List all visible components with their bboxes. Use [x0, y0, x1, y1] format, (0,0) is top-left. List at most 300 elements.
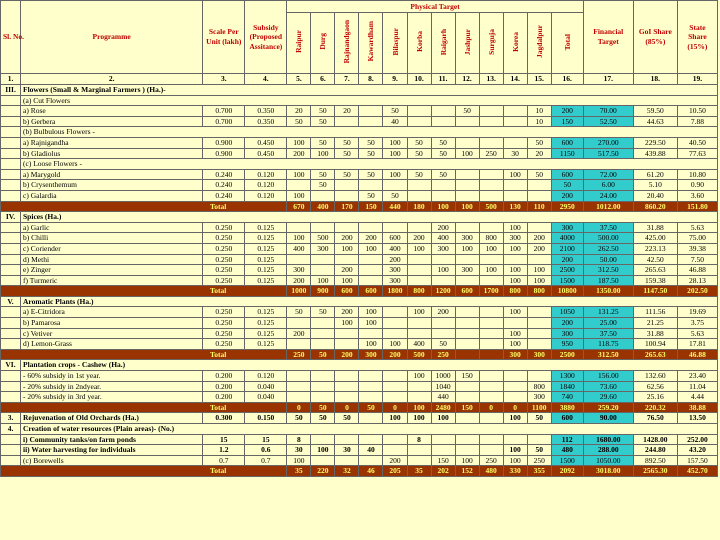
district-value: [503, 392, 527, 403]
district-value: [311, 265, 335, 276]
district-value: [479, 254, 503, 265]
district-value: [455, 328, 479, 339]
district-value: [455, 222, 479, 233]
state-value: 28.13: [677, 275, 717, 286]
goi-value: 425.00: [633, 233, 677, 244]
district-header: Raigarh: [431, 13, 455, 74]
district-value: [479, 318, 503, 329]
goi-value: 5.10: [633, 180, 677, 191]
district-value: 300: [359, 349, 383, 360]
district-value: 50: [455, 106, 479, 117]
district-value: 0: [335, 402, 359, 413]
district-header: Durg: [311, 13, 335, 74]
district-value: 50: [335, 169, 359, 180]
district-value: 200: [383, 254, 407, 265]
subsidy-value: 0.125: [245, 318, 287, 329]
district-value: 50: [311, 413, 335, 424]
district-value: 200: [335, 349, 359, 360]
programme-label: a) Rose: [21, 106, 203, 117]
state-value: 38.88: [677, 402, 717, 413]
district-value: [455, 275, 479, 286]
district-value: [407, 445, 431, 456]
district-value: 200: [335, 307, 359, 318]
district-value: [311, 381, 335, 392]
district-value: 500: [311, 233, 335, 244]
district-value: 100: [359, 243, 383, 254]
subsection-label: (a) Cut Flowers: [21, 95, 718, 106]
district-value: [311, 190, 335, 201]
district-value: 100: [407, 307, 431, 318]
district-value: 300: [311, 243, 335, 254]
district-value: 200: [431, 307, 455, 318]
district-value: [359, 265, 383, 276]
data-row: [1, 148, 718, 159]
district-value: [479, 434, 503, 445]
district-value: [479, 169, 503, 180]
programme-label: - 60% subsidy in 1st year.: [21, 371, 203, 382]
state-value: 7.50: [677, 254, 717, 265]
district-value: 100: [503, 265, 527, 276]
financial-value: 29.60: [583, 392, 633, 403]
subsidy-value: 15: [245, 434, 287, 445]
district-value: [503, 190, 527, 201]
goi-value: 223.13: [633, 243, 677, 254]
district-value: [503, 254, 527, 265]
total-value: 300: [551, 222, 583, 233]
total-value: 50: [551, 180, 583, 191]
district-value: 50: [407, 137, 431, 148]
programme-label: d) Methi: [21, 254, 203, 265]
goi-value: 100.94: [633, 339, 677, 350]
total-value: 950: [551, 339, 583, 350]
district-value: [479, 190, 503, 201]
district-value: 500: [407, 349, 431, 360]
district-value: [455, 254, 479, 265]
district-value: 200: [335, 233, 359, 244]
total-value: 2500: [551, 265, 583, 276]
district-value: 800: [527, 381, 551, 392]
financial-value: 1012.00: [583, 201, 633, 212]
financial-value: 517.50: [583, 148, 633, 159]
state-value: 5.63: [677, 328, 717, 339]
sl-cell: [1, 106, 21, 117]
district-value: 400: [431, 233, 455, 244]
total-row: [1, 349, 718, 360]
district-value: 100: [287, 169, 311, 180]
district-value: 600: [383, 233, 407, 244]
subsection-label: (c) Loose Flowers -: [21, 159, 718, 170]
scale-value: 0.250: [203, 233, 245, 244]
programme-label: a) E-Citridora: [21, 307, 203, 318]
district-value: 50: [287, 116, 311, 127]
sl-cell: [1, 148, 21, 159]
sl-cell: [1, 180, 21, 191]
district-value: 50: [335, 137, 359, 148]
district-value: [407, 392, 431, 403]
total-value: 1150: [551, 148, 583, 159]
district-value: 100: [383, 169, 407, 180]
total-label: Total: [1, 349, 287, 360]
subsidy-header: Subsidy (Proposed Assitance): [245, 1, 287, 74]
district-value: [383, 328, 407, 339]
district-value: [503, 371, 527, 382]
scale-value: 1.2: [203, 445, 245, 456]
district-value: 100: [407, 243, 431, 254]
district-value: 50: [359, 137, 383, 148]
data-row: [1, 265, 718, 276]
district-value: 20: [335, 106, 359, 117]
state-value: 0.90: [677, 180, 717, 191]
district-value: 100: [503, 243, 527, 254]
goi-value: 76.50: [633, 413, 677, 424]
district-value: 50: [311, 106, 335, 117]
goi-value: 31.88: [633, 222, 677, 233]
district-value: 100: [503, 445, 527, 456]
goi-value: 59.50: [633, 106, 677, 117]
district-value: 100: [287, 233, 311, 244]
district-value: 250: [431, 349, 455, 360]
district-value: 50: [527, 413, 551, 424]
data-row: [1, 339, 718, 350]
district-value: 250: [479, 148, 503, 159]
district-value: [479, 392, 503, 403]
district-value: [431, 180, 455, 191]
section-row: [1, 212, 718, 223]
district-value: [455, 381, 479, 392]
section-data-row: [1, 413, 718, 424]
district-value: 400: [383, 243, 407, 254]
district-value: [359, 116, 383, 127]
district-value: 40: [383, 116, 407, 127]
financial-value: 500.00: [583, 233, 633, 244]
financial-value: 312.50: [583, 265, 633, 276]
district-value: [383, 307, 407, 318]
programme-label: c) Coriender: [21, 243, 203, 254]
district-value: [431, 328, 455, 339]
scale-value: 0.240: [203, 190, 245, 201]
state-value: 43.20: [677, 445, 717, 456]
district-value: 0: [383, 402, 407, 413]
sl-cell: [1, 95, 21, 106]
district-value: 200: [287, 328, 311, 339]
goi-value: 111.56: [633, 307, 677, 318]
sl-cell: [1, 254, 21, 265]
district-value: 355: [527, 466, 551, 477]
district-value: [383, 318, 407, 329]
district-value: 100: [383, 137, 407, 148]
district-value: 100: [503, 307, 527, 318]
state-value: 23.40: [677, 371, 717, 382]
state-value: 202.50: [677, 286, 717, 297]
total-value: 200: [551, 106, 583, 117]
district-value: [335, 339, 359, 350]
financial-value: 259.20: [583, 402, 633, 413]
district-value: 150: [431, 455, 455, 466]
district-value: 200: [359, 233, 383, 244]
district-value: 100: [527, 265, 551, 276]
district-value: 480: [479, 466, 503, 477]
district-value: [383, 180, 407, 191]
financial-value: 1350.00: [583, 286, 633, 297]
district-value: 50: [311, 137, 335, 148]
goi-value: 21.25: [633, 318, 677, 329]
district-value: 100: [479, 243, 503, 254]
total-value: 2950: [551, 201, 583, 212]
district-value: 50: [527, 445, 551, 456]
section-row: [1, 360, 718, 371]
district-value: [407, 222, 431, 233]
district-value: [311, 455, 335, 466]
district-value: 1100: [527, 402, 551, 413]
data-row: [1, 190, 718, 201]
data-row: [1, 254, 718, 265]
data-row: [1, 180, 718, 191]
goi-value: 1147.50: [633, 286, 677, 297]
district-value: 100: [383, 148, 407, 159]
district-value: 100: [407, 371, 431, 382]
column-number: 8.: [359, 74, 383, 85]
district-value: 170: [335, 201, 359, 212]
financial-value: 3018.00: [583, 466, 633, 477]
subsidy-value: 0.120: [245, 169, 287, 180]
district-value: [287, 318, 311, 329]
district-value: 100: [503, 222, 527, 233]
district-value: [407, 275, 431, 286]
subsidy-value: 0.125: [245, 243, 287, 254]
column-number: 15.: [527, 74, 551, 85]
district-value: [335, 222, 359, 233]
goi-value: 44.63: [633, 116, 677, 127]
section-label: Flowers (Small & Marginal Farmers ) (Ha.)-: [21, 85, 718, 96]
sl-cell: [1, 455, 21, 466]
total-value: 480: [551, 445, 583, 456]
district-value: [455, 137, 479, 148]
district-value: 250: [287, 349, 311, 360]
data-row: [1, 169, 718, 180]
district-value: [527, 339, 551, 350]
district-value: [311, 371, 335, 382]
programme-label: c) Vetiver: [21, 328, 203, 339]
total-value: 1500: [551, 275, 583, 286]
district-value: 220: [311, 466, 335, 477]
total-value: 1840: [551, 381, 583, 392]
district-value: [479, 116, 503, 127]
scale-value: 0.250: [203, 307, 245, 318]
sl-cell: 3.: [1, 413, 21, 424]
district-value: [503, 137, 527, 148]
data-row: [1, 106, 718, 117]
column-number: 5.: [287, 74, 311, 85]
district-value: 50: [335, 413, 359, 424]
sl-cell: [1, 127, 21, 138]
section-row: [1, 85, 718, 96]
district-value: [335, 116, 359, 127]
district-value: 0: [287, 402, 311, 413]
subsidy-value: 0.350: [245, 116, 287, 127]
district-value: [431, 116, 455, 127]
district-value: [311, 392, 335, 403]
goi-value: 25.16: [633, 392, 677, 403]
programme-label: - 20% subsidy in 2ndyear.: [21, 381, 203, 392]
district-value: 100: [479, 265, 503, 276]
district-value: [503, 434, 527, 445]
district-value: [527, 190, 551, 201]
district-value: [479, 180, 503, 191]
column-number: 19.: [677, 74, 717, 85]
sl-cell: [1, 233, 21, 244]
district-value: 400: [311, 201, 335, 212]
district-value: [359, 222, 383, 233]
goi-value: 892.50: [633, 455, 677, 466]
district-value: 250: [527, 455, 551, 466]
district-value: 200: [527, 233, 551, 244]
district-value: 50: [407, 148, 431, 159]
district-value: 110: [527, 201, 551, 212]
district-value: [359, 328, 383, 339]
scale-value: 0.200: [203, 381, 245, 392]
total-header: Total: [551, 13, 583, 74]
district-value: [479, 413, 503, 424]
district-value: 300: [383, 275, 407, 286]
sl-cell: [1, 445, 21, 456]
district-value: [335, 328, 359, 339]
district-value: 100: [455, 243, 479, 254]
total-label: Total: [1, 402, 287, 413]
subsidy-value: 0.125: [245, 233, 287, 244]
district-value: [455, 307, 479, 318]
district-value: 200: [527, 243, 551, 254]
district-value: 35: [407, 466, 431, 477]
district-value: [359, 381, 383, 392]
scale-value: 0.900: [203, 137, 245, 148]
scale-value: 0.300: [203, 413, 245, 424]
district-value: [455, 180, 479, 191]
scale-value: 0.250: [203, 265, 245, 276]
sl-cell: [1, 116, 21, 127]
scale-value: 0.250: [203, 243, 245, 254]
state-value: 77.63: [677, 148, 717, 159]
district-value: [431, 190, 455, 201]
programme-label: f) Turmeric: [21, 275, 203, 286]
total-label: Total: [1, 201, 287, 212]
district-value: [287, 222, 311, 233]
total-row: [1, 286, 718, 297]
subsidy-value: 0.350: [245, 106, 287, 117]
data-row: [1, 233, 718, 244]
subsidy-value: 0.125: [245, 328, 287, 339]
column-number: 12.: [455, 74, 479, 85]
total-value: 300: [551, 328, 583, 339]
district-value: 440: [431, 392, 455, 403]
district-value: [359, 254, 383, 265]
subsection-row: [1, 159, 718, 170]
district-header: Raipur: [287, 13, 311, 74]
district-value: 100: [383, 339, 407, 350]
district-value: 300: [503, 233, 527, 244]
state-value: 46.88: [677, 265, 717, 276]
district-value: [407, 328, 431, 339]
district-value: [407, 318, 431, 329]
district-value: [479, 371, 503, 382]
subsidy-value: 0.150: [245, 413, 287, 424]
state-value: 75.00: [677, 233, 717, 244]
state-value: 10.50: [677, 106, 717, 117]
total-value: 600: [551, 137, 583, 148]
district-value: 32: [335, 466, 359, 477]
district-value: [287, 381, 311, 392]
district-value: 130: [503, 201, 527, 212]
district-value: 30: [503, 148, 527, 159]
district-value: 1700: [479, 286, 503, 297]
data-row: [1, 116, 718, 127]
district-value: 300: [527, 349, 551, 360]
goi-value: 439.88: [633, 148, 677, 159]
district-value: 1000: [431, 371, 455, 382]
subsidy-value: 0.125: [245, 222, 287, 233]
district-value: [335, 381, 359, 392]
total-value: 2092: [551, 466, 583, 477]
district-value: 30: [287, 445, 311, 456]
district-value: 50: [431, 169, 455, 180]
programme-label: a) Marygold: [21, 169, 203, 180]
goi-value: 20.40: [633, 190, 677, 201]
district-value: [311, 254, 335, 265]
district-value: 150: [455, 371, 479, 382]
district-header: Bilaspur: [383, 13, 407, 74]
district-value: 100: [383, 413, 407, 424]
district-header: Kawardham: [359, 13, 383, 74]
state-value: 19.69: [677, 307, 717, 318]
district-value: [359, 180, 383, 191]
district-value: 200: [431, 222, 455, 233]
subsidy-value: 0.120: [245, 180, 287, 191]
district-value: 50: [311, 349, 335, 360]
district-value: 200: [287, 148, 311, 159]
district-value: [287, 254, 311, 265]
district-value: 150: [359, 201, 383, 212]
scale-value: 0.250: [203, 339, 245, 350]
subsidy-value: 0.040: [245, 381, 287, 392]
district-value: 180: [407, 201, 431, 212]
sl-cell: [1, 434, 21, 445]
total-value: 3880: [551, 402, 583, 413]
subsidy-value: 0.125: [245, 275, 287, 286]
district-value: [503, 180, 527, 191]
sl-cell: [1, 159, 21, 170]
scale-value: 0.700: [203, 106, 245, 117]
district-value: [431, 434, 455, 445]
district-value: 800: [407, 286, 431, 297]
district-value: [407, 381, 431, 392]
scale-value: 0.200: [203, 371, 245, 382]
district-value: [503, 318, 527, 329]
goi-value: 265.63: [633, 265, 677, 276]
district-value: [407, 180, 431, 191]
total-value: 112: [551, 434, 583, 445]
district-value: 50: [431, 339, 455, 350]
district-value: 400: [407, 339, 431, 350]
district-header: Korea: [503, 13, 527, 74]
district-value: [479, 445, 503, 456]
district-value: [479, 222, 503, 233]
district-value: 100: [431, 265, 455, 276]
district-value: 50: [359, 402, 383, 413]
district-value: 100: [503, 169, 527, 180]
scale-value: 0.240: [203, 169, 245, 180]
district-value: [335, 190, 359, 201]
state-value: 39.38: [677, 243, 717, 254]
financial-header: Financial Target: [583, 1, 633, 74]
